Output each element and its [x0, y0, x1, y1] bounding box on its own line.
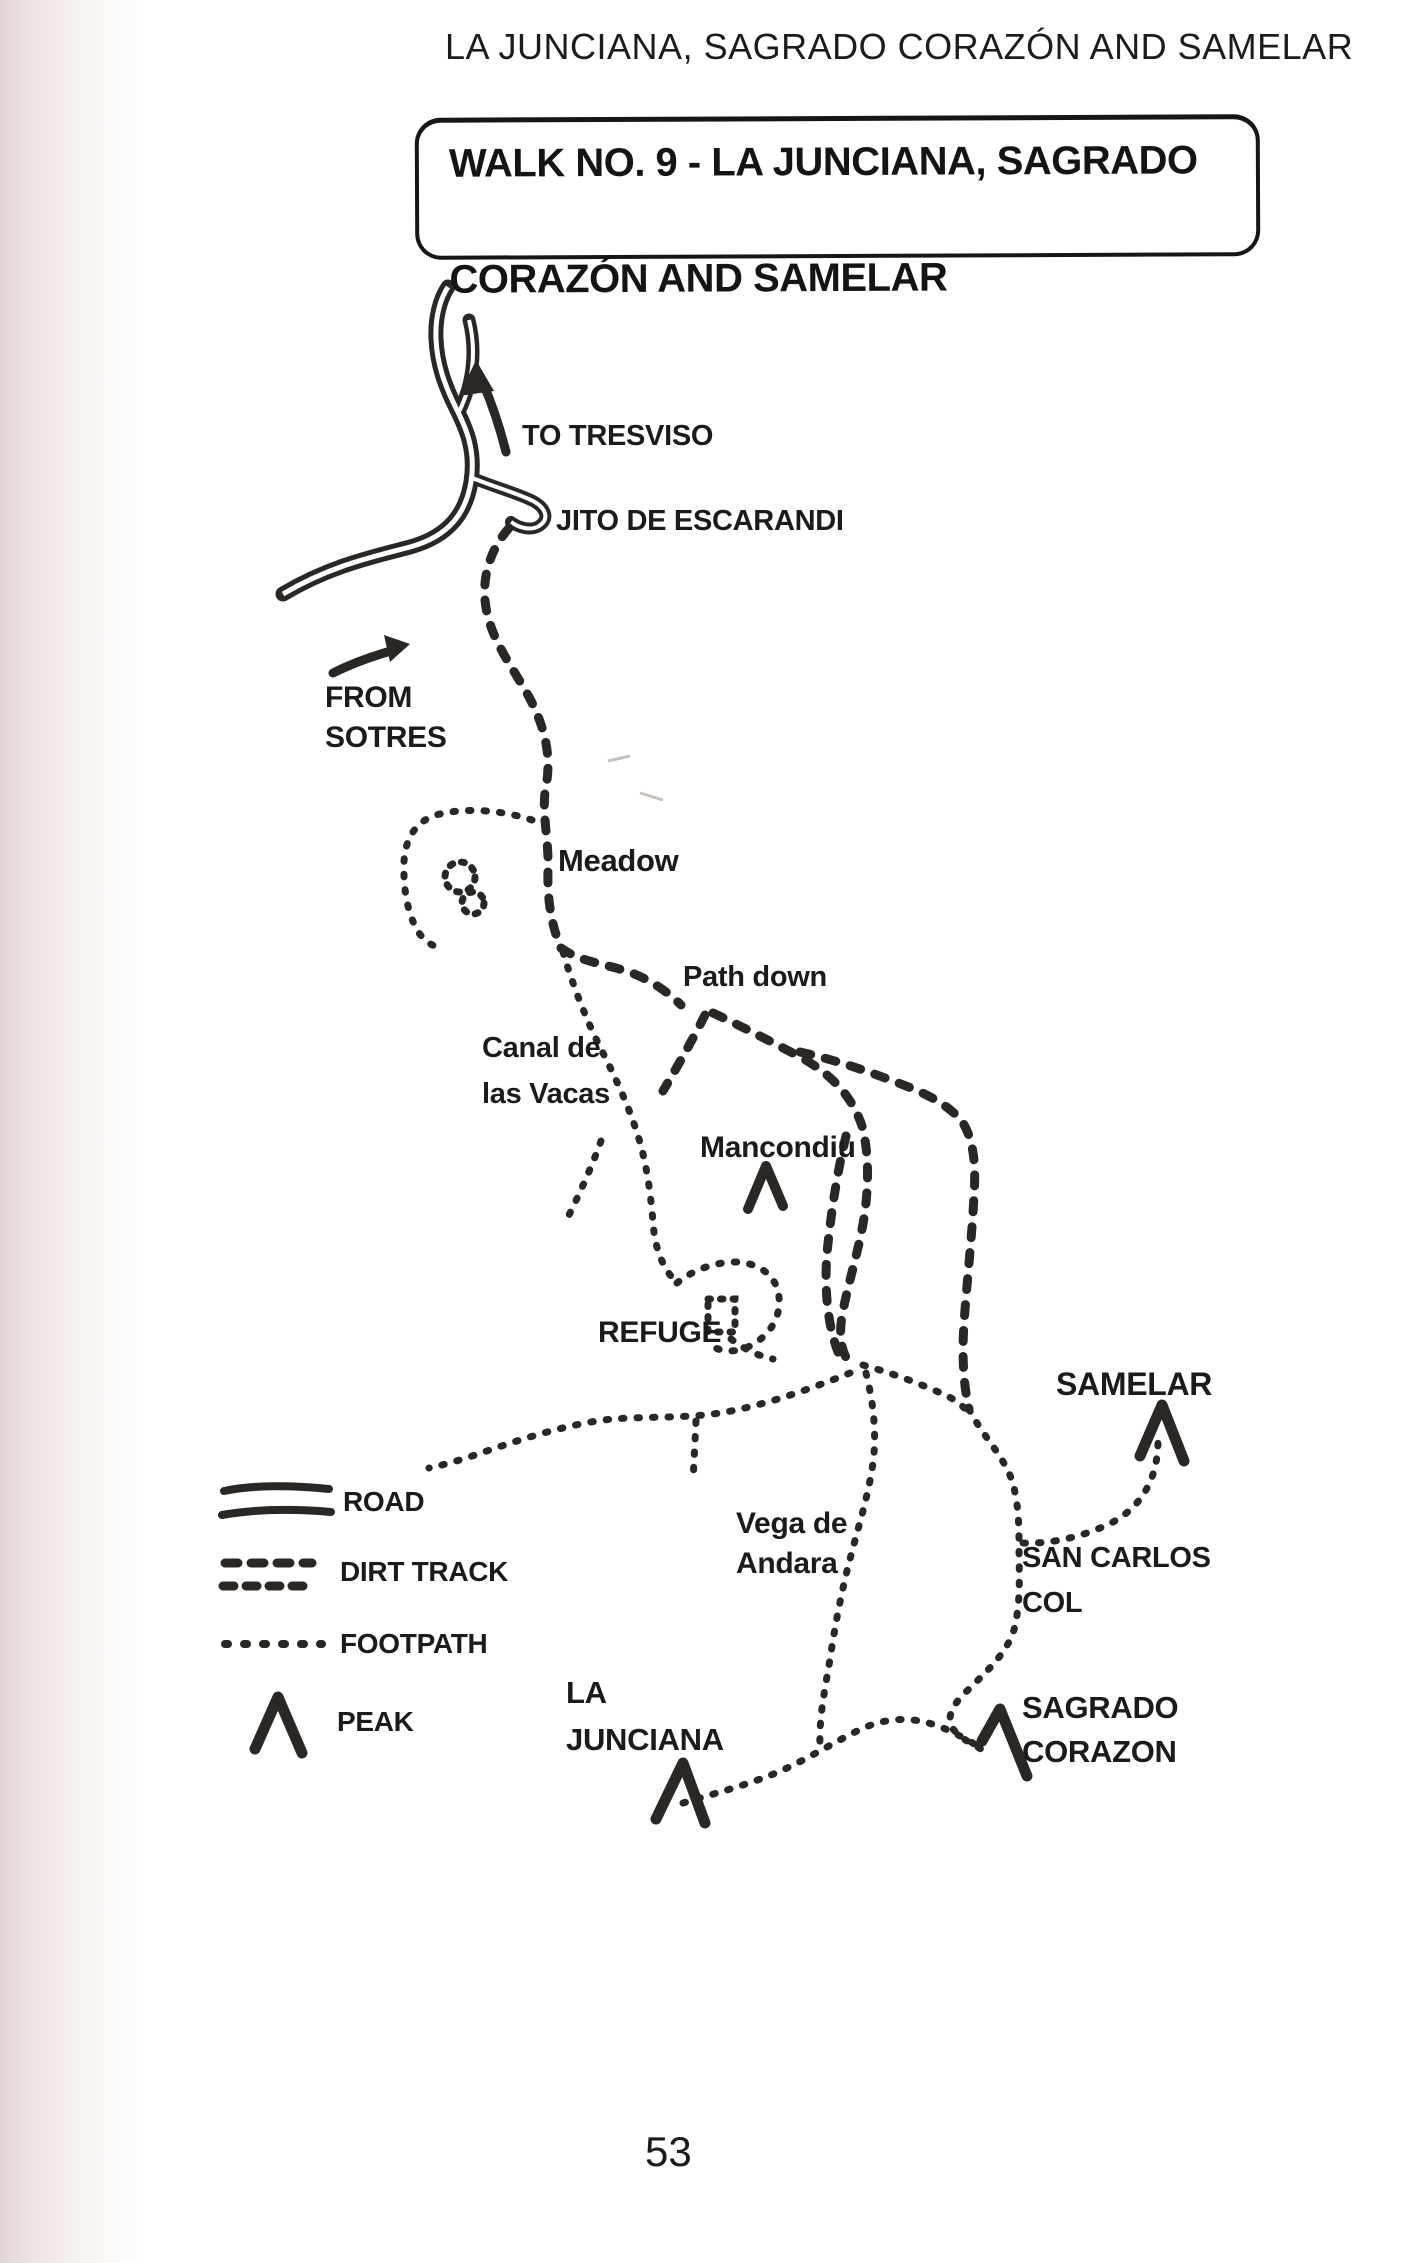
map-label-meadow: Meadow — [558, 843, 679, 878]
legend-peak-symbol — [255, 1697, 302, 1753]
page-number: 53 — [645, 2128, 692, 2175]
walk-title-line2: CORAZÓN AND SAMELAR — [449, 255, 948, 302]
map-label-canal-de-las-vacas — [482, 1026, 610, 1118]
la-junciana-line1: LA — [566, 1675, 607, 1710]
map-label-samelar: SAMELAR — [1056, 1366, 1213, 1402]
mancondiu-peak-icon — [748, 1166, 783, 1209]
sagrado-line1: SAGRADO — [1022, 1690, 1179, 1725]
vega-line1: Vega de — [736, 1507, 848, 1540]
la-junciana-peak-icon — [656, 1763, 705, 1823]
vega-line2: Andara — [736, 1546, 838, 1580]
legend-label-road: ROAD — [343, 1486, 425, 1517]
legend-dirt-track-symbol — [223, 1563, 312, 1586]
map-label-la-junciana — [566, 1670, 724, 1763]
canal-line1: Canal de — [482, 1032, 601, 1064]
faint-scan-marks — [608, 756, 663, 800]
map-label-mancondiu: Mancondiu — [700, 1131, 856, 1164]
san-carlos-line1: SAN CARLOS — [1022, 1542, 1211, 1574]
walk-title-box — [415, 114, 1261, 302]
meadow-sinkhole — [445, 862, 475, 892]
from-sotres-line2: SOTRES — [325, 720, 447, 754]
legend-road-symbol — [222, 1486, 331, 1515]
west-footpath — [429, 1373, 850, 1468]
from-sotres-line1: FROM — [325, 681, 413, 714]
walk-title — [449, 131, 1198, 308]
legend-label-footpath: FOOTPATH — [340, 1628, 488, 1659]
map-label-jito-de-escarandi: JITO DE ESCARANDI — [556, 505, 844, 537]
san-carlos-line2: COL — [1022, 1586, 1083, 1619]
legend-label-dirt-track: DIRT TRACK — [340, 1556, 509, 1587]
sagrado-line2: CORAZON — [1022, 1734, 1177, 1770]
footpath-path — [404, 810, 1158, 1803]
map-label-sagrado-corazon — [1022, 1686, 1178, 1774]
map-label-to-tresviso: TO TRESVISO — [522, 420, 714, 452]
map-label-san-carlos-col — [1022, 1536, 1211, 1626]
canal-line2: las Vacas — [482, 1077, 610, 1110]
page-header: LA JUNCIANA, SAGRADO CORAZÓN AND SAMELAR — [445, 26, 1354, 67]
san-carlos-col-path — [950, 1409, 1019, 1749]
map-label-from-sotres — [325, 678, 447, 757]
la-junciana-line2: JUNCIANA — [566, 1721, 724, 1757]
samelar-peak-icon — [1140, 1405, 1184, 1461]
legend-label-peak: PEAK — [337, 1706, 414, 1737]
meadow-enclosure — [404, 810, 532, 947]
sagrado-corazon-peak-icon — [982, 1709, 1027, 1776]
legend-symbols — [222, 1486, 331, 1753]
from-sotres-arrow — [333, 635, 410, 673]
map-label-path-down: Path down — [683, 961, 827, 993]
map-label-vega-de-andara — [736, 1504, 847, 1584]
walk-title-line1: WALK NO. 9 - LA JUNCIANA, SAGRADO — [448, 138, 1198, 186]
map-label-refuge: REFUGE — [598, 1316, 722, 1349]
meadow-sinkhole — [462, 892, 484, 914]
junciana-to-sagrado-path — [683, 1719, 983, 1803]
